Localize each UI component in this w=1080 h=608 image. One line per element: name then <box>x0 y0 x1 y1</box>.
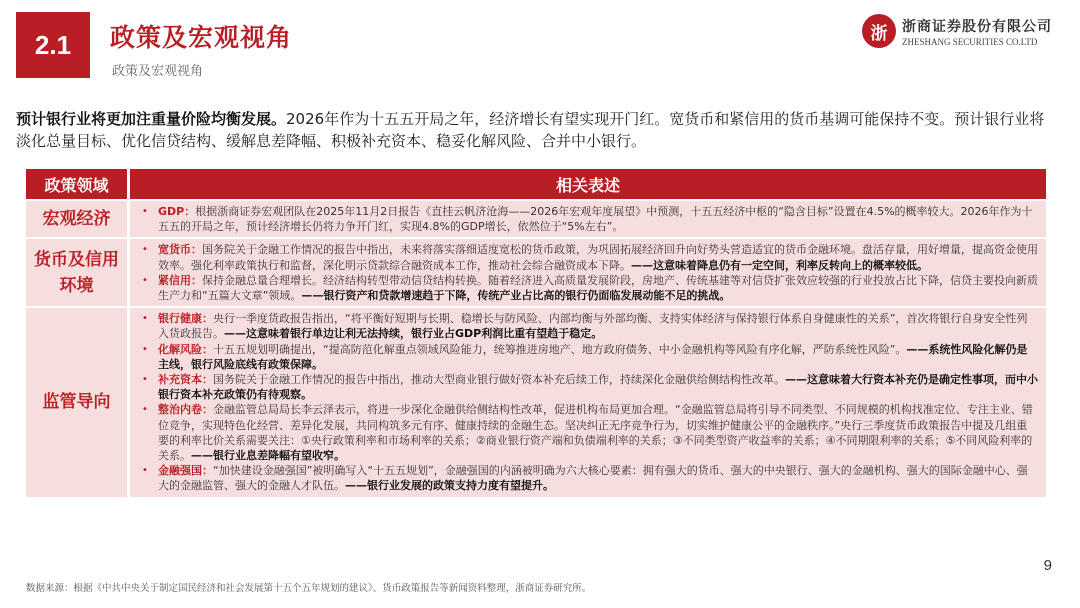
statement-item <box>140 242 1038 272</box>
statement-cell <box>130 239 1046 306</box>
statement-text: 十五五规划明确提出，“提高防范化解重点领域风险能力，统筹推进房地产、地方政府债务、中小金融机构等风险有序化解，严防系统性风险”。 <box>213 342 907 356</box>
page-subtitle: 政策及宏观视角 <box>112 64 204 79</box>
statement-keyword: 银行健康： <box>158 312 213 326</box>
summary-text: 2026年作为十五五开局之年，经济增长有望实现开门红。宽货币和紧信用的货币基调可能保持不变。预计银行业将淡化总量目标、优化信贷结构、缓解息差降幅、积极补充资本、稳妥化解风险、合并中小银行。 <box>16 110 1045 150</box>
summary-paragraph <box>16 108 1056 152</box>
statement-list <box>140 204 1038 234</box>
bullet-icon: • <box>142 404 148 416</box>
statement-list <box>140 242 1038 303</box>
bullet-icon: • <box>142 206 148 217</box>
statement-text: 保持金融总量合理增长。经济结构转型带动信贷结构转换。随着经济进入高质量发展阶段，房地产、传统基建等对信贷扩张效应较强的行业投放占比下降，信贷主要投向新质生产力和“五篇大文章”领域。 <box>158 273 1038 303</box>
statement-item <box>140 372 1038 402</box>
table-row <box>26 239 1046 306</box>
logo-cn: 浙商证券股份有限公司 <box>902 18 1052 35</box>
page-title: 政策及宏观视角 <box>110 23 293 52</box>
bullet-icon: • <box>142 244 148 256</box>
statement-conclusion: ——这意味着银行单边让利无法持续，银行业占GDP利润比重有望趋于稳定。 <box>224 327 603 341</box>
statement-conclusion: ——银行资产和贷款增速趋于下降，传统产业占比高的银行仍面临发展动能不足的挑战。 <box>301 289 731 303</box>
bullet-icon: • <box>142 274 148 286</box>
col-header-domain: 政策领域 <box>26 169 130 199</box>
statement-keyword: 金融强国： <box>158 464 213 478</box>
table-row <box>26 308 1046 496</box>
policy-domain-cell: 货币及信用环境 <box>26 239 130 306</box>
statement-item <box>140 463 1038 493</box>
statement-text: 国务院关于金融工作情况的报告中指出，推动大型商业银行做好资本补充后续工作，持续深化金融供给侧结构性改革。 <box>213 373 785 387</box>
statement-text: “加快建设金融强国”被明确写入“十五五规划”，金融强国的内涵被明确为六大核心要素：拥有强大的货币、强大的中央银行、强大的金融机构、强大的国际金融中心、强大的金融监管、强大的金融人才队伍。 <box>158 464 1028 493</box>
statement-text: 央行一季度货政报告指出，“将平衡好短期与长期、稳增长与防风险、内部均衡与外部均衡、支持实体经济与保持银行体系自身健康性的关系”，首次将银行自身安全性列入货政报告。 <box>158 312 1028 341</box>
logo-en: ZHESHANG SECURITIES CO.LTD <box>902 36 1038 47</box>
col-header-statements: 相关表述 <box>130 169 1046 199</box>
policy-domain-cell: 监管导向 <box>26 308 130 496</box>
statement-list <box>140 311 1038 493</box>
statement-keyword: 紧信用： <box>158 273 202 287</box>
statement-cell <box>130 201 1046 237</box>
statement-item <box>140 273 1038 303</box>
statement-keyword: 整治内卷： <box>158 403 213 417</box>
bullet-icon: • <box>142 465 148 477</box>
statement-conclusion: ——这意味着大行资本补充仍是确定性事项，而中小银行资本补充政策仍有待观察。 <box>158 373 1038 402</box>
statement-conclusion: ——银行业息差降幅有望收窄。 <box>191 449 345 463</box>
bullet-icon: • <box>142 343 148 355</box>
page-number: 9 <box>1043 557 1052 574</box>
statement-cell <box>130 308 1046 496</box>
statement-item <box>140 204 1038 234</box>
statement-conclusion: ——系统性风险化解仍是主线，银行风险底线有政策保障。 <box>158 342 1028 371</box>
statement-text: 国务院关于金融工作情况的报告中指出，未来将落实落细适度宽松的货币政策，为巩固拓展经济回升向好势头营造适宜的货币金融环境。盘活存量，用好增量，提高资金使用效率。强化利率政策执行和监督，深化明示贷款综合融资成本工作，推动社会综合融资成本下降。 <box>158 243 1038 272</box>
logo-text <box>902 16 1052 47</box>
statement-conclusion: ——银行业发展的政策支持力度有望提升。 <box>345 479 554 493</box>
table-header-row <box>26 169 1046 199</box>
statement-text: 根据浙商证券宏观团队在2025年11月2日报告《直挂云帆济沧海——2026年宏观年度展望》中预测，十五五经济中枢的“隐含目标”设置在4.5%的概率较大。2026年作为十五五的开局之年，预计经济增长仍将力争开门红，实现4.8%的GDP增长，依然位于“5%左右”。 <box>158 205 1033 234</box>
statement-item <box>140 342 1038 372</box>
statement-item <box>140 311 1038 341</box>
section-number-badge: 2.1 <box>16 12 90 78</box>
statement-keyword: 宽货币： <box>158 243 202 257</box>
bullet-icon: • <box>142 374 148 386</box>
bullet-icon: • <box>142 313 148 325</box>
table-body <box>26 201 1046 497</box>
source-footnote: 数据来源：根据《中共中央关于制定国民经济和社会发展第十五个五年规划的建议》、货币政策报告等新闻资料整理，浙商证券研究所。 <box>26 583 592 594</box>
company-logo <box>862 14 1052 48</box>
policy-domain-cell: 宏观经济 <box>26 201 130 237</box>
statement-keyword: 化解风险： <box>158 342 213 356</box>
policy-table <box>26 167 1046 499</box>
summary-lead: 预计银行业将更加注重量价险均衡发展。 <box>16 110 287 128</box>
statement-keyword: 补充资本： <box>158 373 213 387</box>
logo-mark-icon: 浙 <box>862 14 896 48</box>
statement-item <box>140 402 1038 463</box>
statement-conclusion: ——这意味着降息仍有一定空间，利率反转向上的概率较低。 <box>631 258 928 272</box>
statement-keyword: GDP： <box>158 205 196 218</box>
table-row <box>26 201 1046 237</box>
statement-text: 金融监管总局局长李云泽表示，将进一步深化金融供给侧结构性改革，促进机构布局更加合理。“金融监管总局将引导不同类型、不同规模的机构找准定位、专注主业、错位竞争，实现特色化经营、差异化发展，共同构筑多元有序、健康持续的金融生态。坚决纠正无序竞争行为，切实维护健康公平的金融秩序。”央行三季度货币政策报告中提及几组重要的利率比价关系需要关注：①央行政策利率和市场利率的关系；②商业银行资产端和负债端利率的关系；③不同类型资产收益率的关系；④不同期限利率的关系；⑤不同风险利率的关系。 <box>158 403 1033 463</box>
